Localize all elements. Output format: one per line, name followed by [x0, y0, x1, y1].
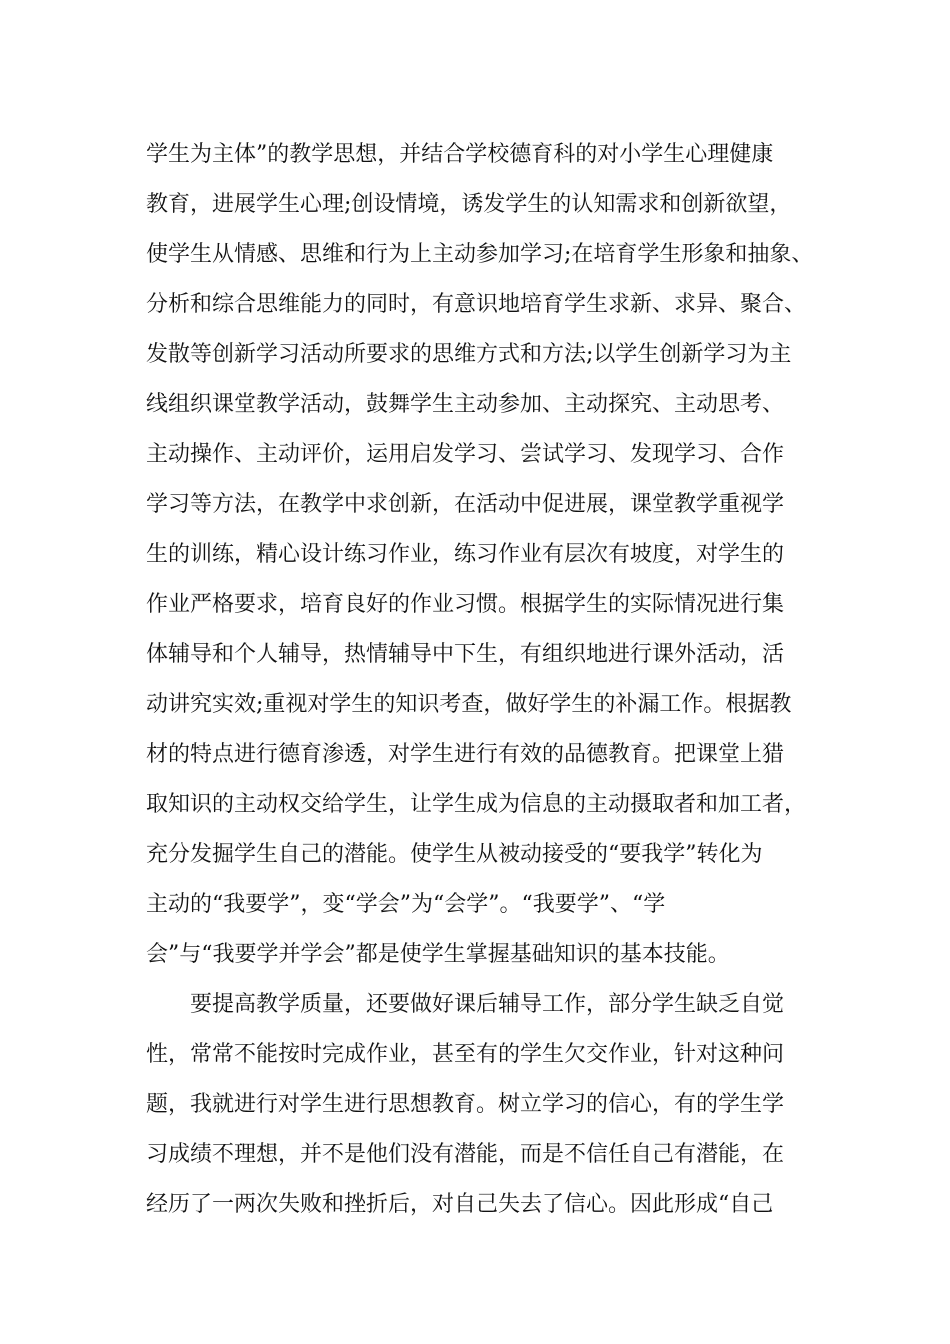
text-line: 分析和综合思维能力的同时，有意识地培育学生求新、求异、聚合、 — [146, 292, 807, 317]
paragraph-first-line: 要提高教学质量，还要做好课后辅导工作，部分学生缺乏自觉 — [190, 992, 785, 1017]
text-line: 线组织课堂教学活动，鼓舞学生主动参加、主动探究、主动思考、 — [146, 392, 785, 417]
text-line: 性，常常不能按时完成作业，甚至有的学生欠交作业，针对这种问 — [146, 1042, 785, 1067]
text-line: 发散等创新学习活动所要求的思维方式和方法;以学生创新学习为主 — [146, 342, 792, 367]
text-line: 学习等方法，在教学中求创新，在活动中促进展，课堂教学重视学 — [146, 492, 785, 517]
text-line: 体辅导和个人辅导，热情辅导中下生，有组织地进行课外活动，活 — [146, 642, 785, 667]
text-line: 题，我就进行对学生进行思想教育。树立学习的信心，有的学生学 — [146, 1092, 785, 1117]
text-line: 材的特点进行德育渗透，对学生进行有效的品德教育。把课堂上猎 — [146, 742, 785, 767]
text-line: 作业严格要求，培育良好的作业习惯。根据学生的实际情况进行集 — [146, 592, 785, 617]
text-line: 经历了一两次失败和挫折后，对自己失去了信心。因此形成“自己 — [146, 1192, 774, 1217]
body-text — [146, 130, 846, 1230]
text-line: 教育，进展学生心理;创设情境，诱发学生的认知需求和创新欲望， — [146, 192, 792, 217]
text-line: 会”与“我要学并学会”都是使学生掌握基础知识的基本技能。 — [146, 942, 730, 967]
text-line: 生的训练，精心设计练习作业，练习作业有层次有坡度，对学生的 — [146, 542, 785, 567]
text-line: 主动的“我要学”，变“学会”为“会学”。“我要学”、“学 — [146, 892, 666, 917]
text-line: 主动操作、主动评价，运用启发学习、尝试学习、发现学习、合作 — [146, 442, 785, 467]
text-line: 取知识的主动权交给学生，让学生成为信息的主动摄取者和加工者， — [146, 792, 807, 817]
text-line: 学生为主体”的教学思想，并结合学校德育科的对小学生心理健康 — [146, 142, 774, 167]
text-line: 使学生从情感、思维和行为上主动参加学习;在培育学生形象和抽象、 — [146, 242, 814, 267]
text-line: 充分发掘学生自己的潜能。使学生从被动接受的“要我学”转化为 — [146, 842, 763, 867]
text-line: 习成绩不理想，并不是他们没有潜能，而是不信任自己有潜能，在 — [146, 1142, 785, 1167]
text-line: 动讲究实效;重视对学生的知识考查，做好学生的补漏工作。根据教 — [146, 692, 792, 717]
